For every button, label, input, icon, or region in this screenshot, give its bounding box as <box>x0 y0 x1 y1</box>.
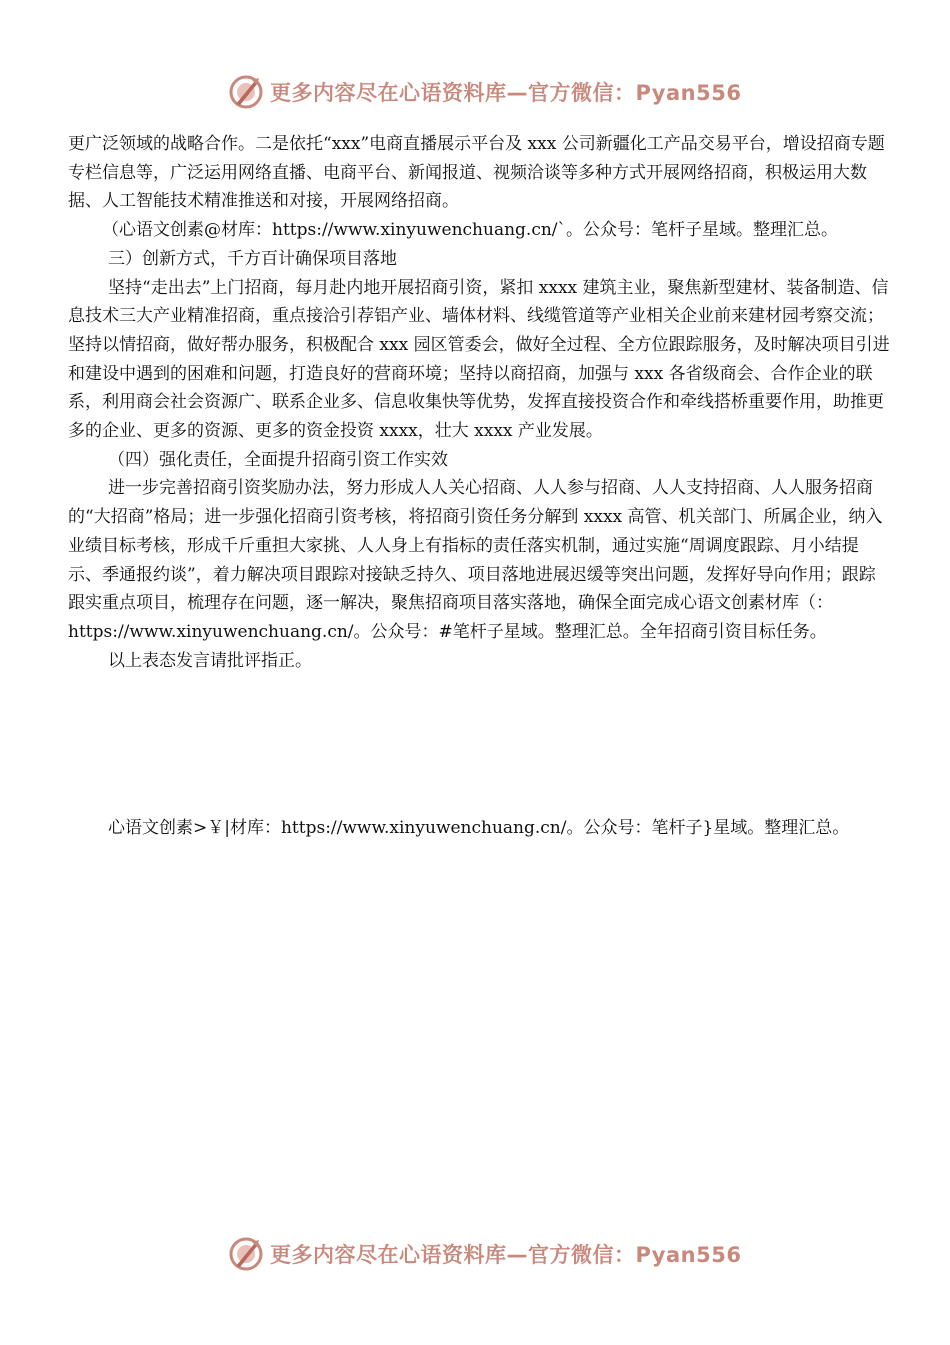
banner-text: 更多内容尽在心语资料库—官方微信：Pyan556 <box>270 81 742 105</box>
banner-text: 更多内容尽在心语资料库—官方微信：Pyan556 <box>270 1243 742 1267</box>
document-body <box>68 130 890 675</box>
closing-line: 以上表态发言请批评指正。 <box>108 650 312 671</box>
section-heading-4: （四）强化责任，全面提升招商引资工作实效 <box>108 449 448 470</box>
footer-banner <box>228 1234 748 1274</box>
header-banner <box>228 72 748 112</box>
paragraph-2: （心语文创素@材库：https://www.xinyuwenchuang.cn/`。公众号：笔杆子星域。整理汇总。 <box>102 220 839 241</box>
paragraph-3: 坚持“走出去”上门招商，每月赴内地开展招商引资，紧扣 xxxx 建筑主业，聚焦新型建材、装备制造、信息技术三大产业精准招商，重点接洽引荐铝产业、墙体材料、线缆管道等产业相关企业前来建材园考察交流；坚持以情招商，做好帮办服务，积极配合 xxx 园区管委会，做好全过程、全方位跟踪服务，及时解决项目引进和建设中遇到的困难和问题，打造良好的营商环境；坚持以商招商，加强与 xxx 各省级商会、合作企业的联系，利用商会社会资源广、联系企业多、信息收集快等优势，发挥直接投资合作和牵线搭桥重要作用，助推更多的企业、更多的资源、更多的资金投资 xxxx，壮大 xxxx 产业发展。 <box>68 277 890 442</box>
paragraph-4: 进一步完善招商引资奖励办法，努力形成人人关心招商、人人参与招商、人人支持招商、人人服务招商的“大招商”格局；进一步强化招商引资考核，将招商引资任务分解到 xxxx 高管、机关部门、所属企业，纳入业绩目标考核，形成千斤重担大家挑、人人身上有指标的责任落实机制，通过实施“周调度跟踪、月小结提示、季通报约谈”，着力解决项目跟踪对接缺乏持久、项目落地进展迟缓等突出问题，发挥好导向作用；跟踪跟实重点项目，梳理存在问题，逐一解决，聚焦招商项目落实落地，确保全面完成心语文创素材库（：https://www.xinyuwenchuang.cn/。公众号：#笔杆子星域。整理汇总。全年招商引资目标任务。 <box>68 478 883 642</box>
footer-note: 心语文创素>￥|材库：https://www.xinyuwenchuang.cn/。公众号：笔杆子}星域。整理汇总。 <box>108 818 850 838</box>
quill-seal-icon <box>228 1236 264 1272</box>
quill-seal-icon <box>228 74 264 110</box>
paragraph-1: 更广泛领域的战略合作。二是依托“xxx”电商直播展示平台及 xxx 公司新疆化工产品交易平台，增设招商专题专栏信息等，广泛运用网络直播、电商平台、新闻报道、视频洽谈等多种方式开展网络招商，积极运用大数据、人工智能技术精准推送和对接，开展网络招商。 <box>68 134 885 212</box>
section-heading-3: 三）创新方式，千方百计确保项目落地 <box>108 248 397 269</box>
